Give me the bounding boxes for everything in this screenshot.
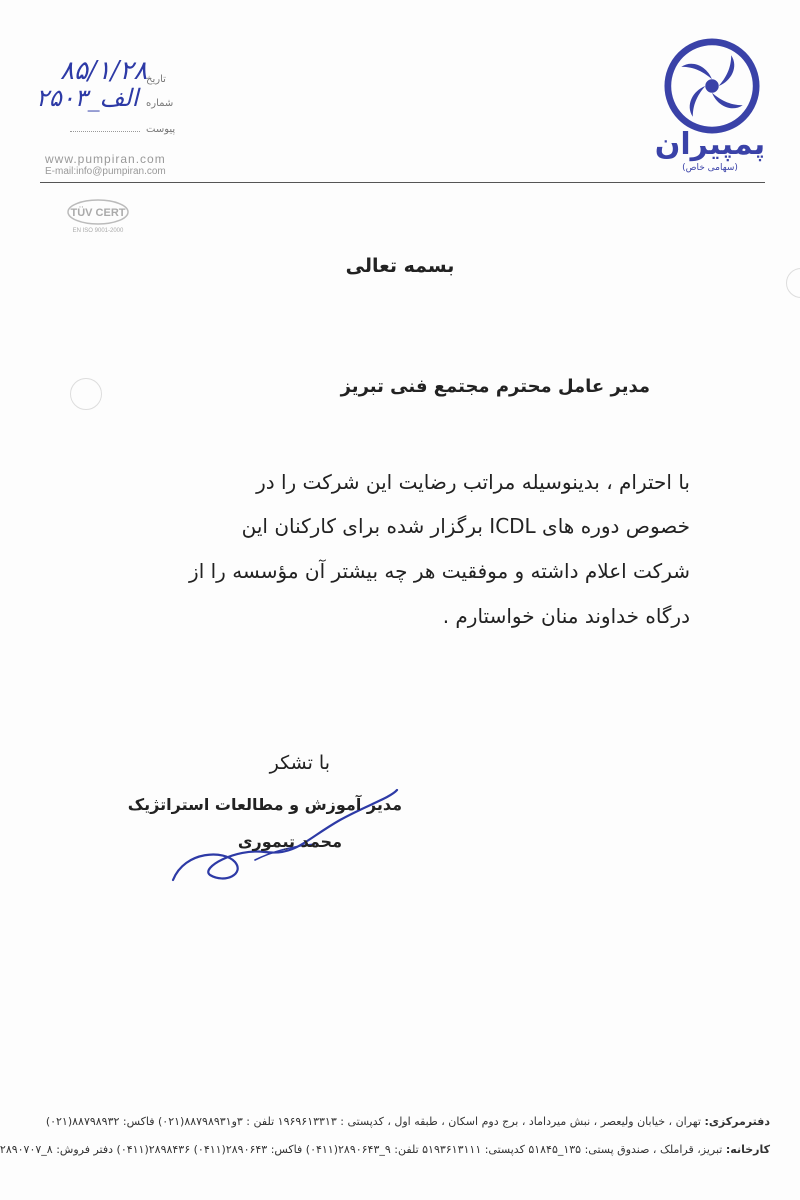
date-value: ۸۵/۱/۲۸	[60, 56, 148, 86]
number-label: شماره	[146, 98, 174, 109]
website-text: www.pumpiran.com	[45, 152, 166, 166]
punch-hole	[786, 268, 800, 298]
footer-factory	[0, 1143, 770, 1156]
body-line: خصوص دوره های ICDL برگزار شده برای کارکنان این	[241, 514, 690, 538]
footer-office	[30, 1115, 770, 1128]
office-text: تهران ، خیابان ولیعصر ، نبش میرداماد ، برج دوم اسکان ، طبقه اول ، کدپستی : ۱۹۶۹۶۱۳۳۱۳ تلفن : ۳و۸۸۷۹۸۹۳۱(۰۲۱) فاکس: ۸۸۷۹۸۹۳۲(۰۲۱)	[45, 1115, 701, 1128]
factory-label: کارخانه:	[725, 1143, 770, 1156]
cert-mark: TÜV CERT	[70, 207, 126, 219]
brand-subtitle: (سهامی خاص)	[682, 163, 738, 173]
signatory-name: محمد تیموری	[237, 832, 342, 851]
date-label: تاریخ	[146, 74, 166, 85]
office-label: دفترمرکزی:	[704, 1115, 770, 1128]
body-line: شرکت اعلام داشته و موفقیت هر چه بیشتر آن مؤسسه را از	[189, 559, 690, 583]
header-divider	[40, 182, 765, 183]
signatory-title: مدیر آموزش و مطالعات استراتژیک	[127, 795, 402, 814]
number-value: ۲۵۰۳_الف	[36, 84, 139, 112]
email-text: E-mail:info@pumpiran.com	[45, 166, 166, 177]
salutation: بسمه تعالی	[345, 255, 455, 277]
addressee: مدیر عامل محترم مجتمع فنی تبریز	[340, 376, 650, 397]
body-line: با احترام ، بدینوسیله مراتب رضایت این شرکت را در	[256, 470, 690, 494]
closing: با تشکر	[269, 752, 330, 774]
factory-text: تبریز، قراملک ، صندوق پستی: ۱۳۵_۵۱۸۴۵ کدپستی: ۵۱۹۳۶۱۳۱۱۱ تلفن: ۹_۲۸۹۰۶۴۳(۰۴۱۱) فاکس: ۲۸۹۰۶۴۳(۰۴۱۱) ۲۸۹۸۴۳۶(۰۴۱۱) دفتر فروش: ۸_۲۸۹۰۷۰۷	[0, 1143, 723, 1156]
pumpiran-logo-icon	[664, 38, 760, 134]
body-line: درگاه خداوند منان خواستارم .	[442, 604, 690, 628]
punch-hole	[70, 378, 102, 410]
cert-standard: EN ISO 9001-2000	[72, 228, 124, 234]
attachment-line	[70, 131, 140, 132]
attachment-label: پیوست	[146, 124, 176, 135]
tuv-cert-icon	[58, 190, 138, 234]
brand-name: پمپیران	[654, 127, 766, 162]
